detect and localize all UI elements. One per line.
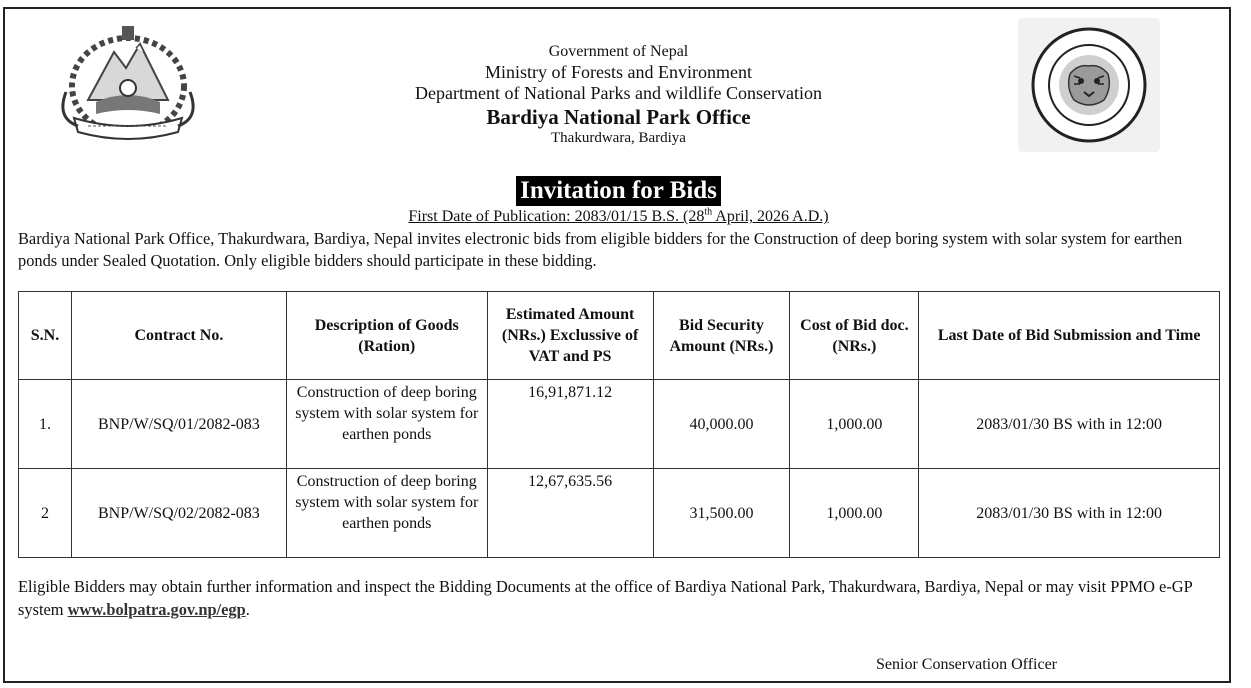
col-header-description: Description of Goods (Ration) bbox=[286, 292, 487, 380]
note-end: . bbox=[245, 600, 250, 619]
cell-deadline: 2083/01/30 BS with in 12:00 bbox=[919, 469, 1220, 558]
ministry-name: Ministry of Forests and Environment bbox=[485, 61, 752, 82]
department-name: Department of National Parks and wildlife Conservation bbox=[415, 83, 822, 104]
egp-link[interactable]: www.bolpatra.gov.np/egp bbox=[67, 600, 246, 619]
footer-note bbox=[18, 575, 1223, 621]
cell-description: Construction of deep boring system with solar system for earthen ponds bbox=[286, 469, 487, 558]
signatory: Senior Conservation Officer bbox=[876, 656, 1057, 673]
cell-estimated: 12,67,635.56 bbox=[487, 469, 653, 558]
table-header-row bbox=[19, 292, 1220, 380]
letterhead bbox=[0, 43, 1237, 148]
table-row bbox=[19, 469, 1220, 558]
col-header-security: Bid Security Amount (NRs.) bbox=[653, 292, 790, 380]
cell-deadline: 2083/01/30 BS with in 12:00 bbox=[919, 380, 1220, 469]
office-name: Bardiya National Park Office bbox=[486, 105, 751, 130]
cell-sn: 1. bbox=[19, 380, 72, 469]
col-header-estimated: Estimated Amount (NRs.) Exclussive of VAT and PS bbox=[487, 292, 653, 380]
col-header-contract: Contract No. bbox=[71, 292, 286, 380]
cell-security: 40,000.00 bbox=[653, 380, 790, 469]
cell-security: 31,500.00 bbox=[653, 469, 790, 558]
table-row bbox=[19, 380, 1220, 469]
notice-title: Invitation for Bids bbox=[516, 176, 721, 206]
office-address: Thakurdwara, Bardiya bbox=[551, 130, 686, 147]
col-header-cost: Cost of Bid doc. (NRs.) bbox=[790, 292, 919, 380]
col-header-sn: S.N. bbox=[19, 292, 72, 380]
publication-prefix: First Date of Publication: 2083/01/15 B.S. (28 bbox=[408, 208, 705, 226]
cell-cost: 1,000.00 bbox=[790, 469, 919, 558]
publication-suffix: April, 2026 A.D.) bbox=[712, 208, 829, 226]
note-text: Eligible Bidders may obtain further information and inspect the Bidding Documents at the office of Bardiya National Park, Thakurdwara, Bardiya, Nepal or may visit PPMO e-GP system bbox=[18, 577, 1193, 619]
publication-sup: th bbox=[704, 207, 713, 218]
intro-paragraph: Bardiya National Park Office, Thakurdwara, Bardiya, Nepal invites electronic bids from eligible bidders for the Construction of deep boring system with solar system for earthen ponds under Sealed Quotation. Only eligible bidders should participate in these bidding. bbox=[18, 229, 1183, 270]
cell-contract: BNP/W/SQ/01/2082-083 bbox=[71, 380, 286, 469]
cell-contract: BNP/W/SQ/02/2082-083 bbox=[71, 469, 286, 558]
cell-description: Construction of deep boring system with solar system for earthen ponds bbox=[286, 380, 487, 469]
cell-cost: 1,000.00 bbox=[790, 380, 919, 469]
government-name: Government of Nepal bbox=[548, 43, 689, 60]
col-header-deadline: Last Date of Bid Submission and Time bbox=[919, 292, 1220, 380]
publication-date bbox=[0, 207, 1237, 226]
bids-table bbox=[18, 291, 1220, 558]
cell-sn: 2 bbox=[19, 469, 72, 558]
notice-title-wrap bbox=[0, 176, 1237, 206]
cell-estimated: 16,91,871.12 bbox=[487, 380, 653, 469]
